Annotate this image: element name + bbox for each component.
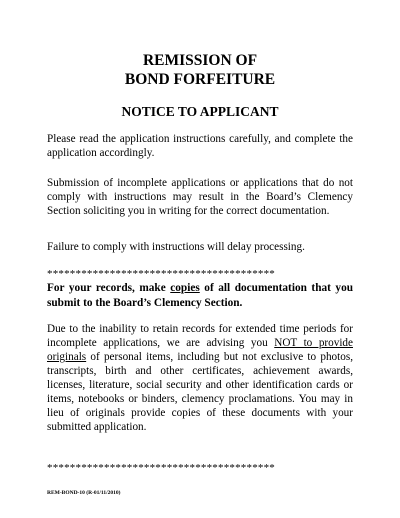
originals-advisory-paragraph — [47, 322, 353, 434]
copies-notice — [47, 281, 353, 311]
copies-notice-underlined: copies — [170, 282, 200, 294]
copies-notice-part2: of all documentation that you submit to the Board’s Clemency Section. — [47, 282, 354, 309]
advisory-part2: of personal items, including but not exclusive to photos, transcripts, birth and other certificates, achievement awards, licenses, literature, social security and other identification cards or items, notebooks or binders, clemency proclamations. You may in lieu of originals provide copies of these documents with your submitted application. — [47, 351, 353, 433]
advisory-underlined: NOT to provide originals — [47, 337, 353, 363]
form-code-footer: REM-BOND-10 (R-01/11/2010) — [47, 490, 121, 496]
advisory-part1: Due to the inability to retain records for extended time periods for incomplete applications, we are advising you — [47, 323, 353, 349]
separator-bottom: **************************************** — [47, 462, 275, 474]
notice-subtitle: NOTICE TO APPLICANT — [121, 104, 279, 119]
incomplete-submission-paragraph: Submission of incomplete applications or applications that do not comply with instructions may result in the Board’s Clemency Section soliciting you in writing for the correct documentation. — [47, 177, 353, 217]
delay-warning-paragraph: Failure to comply with instructions will delay processing. — [47, 241, 305, 253]
title-line-1: REMISSION OF — [142, 52, 258, 69]
copies-notice-part1: For your records, make — [47, 282, 171, 294]
separator-top: **************************************** — [47, 268, 275, 280]
title-line-2: BOND FORFEITURE — [124, 71, 276, 88]
instructions-paragraph: Please read the application instructions carefully, and complete the application accordingly. — [47, 133, 353, 159]
